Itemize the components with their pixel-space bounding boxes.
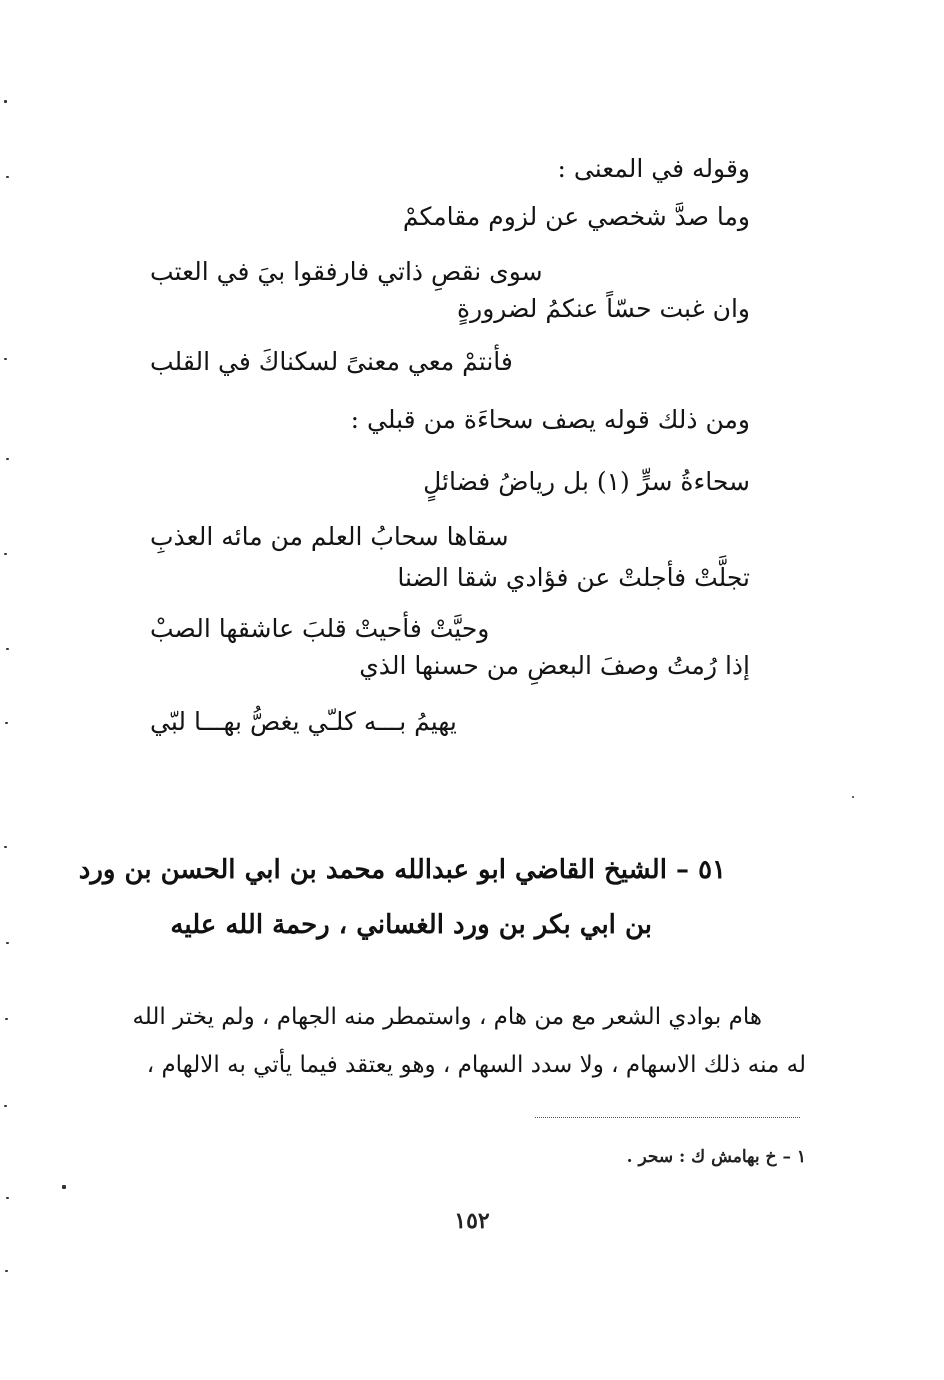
scan-speck xyxy=(4,553,7,555)
section-heading-line-1: ٥١ – الشيخ القاضي ابو عبدالله محمد بن ابي الحسن بن ورد xyxy=(78,855,726,885)
poem-verse-4a: تجلَّتْ فأجلتْ عن فؤادي شقا الضنا xyxy=(397,563,750,592)
poem-verse-1b: سوى نقصِ ذاتي فارفقوا بيَ في العتب xyxy=(150,257,543,286)
poem-intro-1: وقوله في المعنى : xyxy=(557,154,750,183)
poem-verse-5a: إذا رُمتُ وصفَ البعضِ من حسنها الذي xyxy=(359,651,750,680)
footnote-separator xyxy=(535,1117,800,1118)
poem-verse-1a: وما صدَّ شخصي عن لزوم مقامكمْ xyxy=(402,202,750,231)
scan-speck xyxy=(4,846,7,848)
scan-speck xyxy=(6,458,9,460)
scan-speck xyxy=(5,1270,8,1272)
scan-speck xyxy=(4,100,7,103)
scan-speck xyxy=(4,358,7,360)
page-number: ١٥٢ xyxy=(454,1208,490,1234)
poem-verse-5b: يهيمُ بـــه كلـّي يغصُّ بهـــا لبّي xyxy=(150,707,457,736)
scan-speck xyxy=(5,722,8,724)
scan-speck xyxy=(4,1105,7,1107)
scan-speck xyxy=(852,796,854,798)
scan-speck xyxy=(62,1185,66,1189)
scan-speck xyxy=(6,1197,9,1199)
poem-verse-4b: وحيَّتْ فأحيتْ قلبَ عاشقها الصبْ xyxy=(150,614,490,643)
poem-verse-2b: فأنتمْ معي معنىً لسكناكَ في القلب xyxy=(150,347,513,376)
scan-speck xyxy=(6,176,9,178)
prose-line-1: هام بوادي الشعر مع من هام ، واستمطر منه الجهام ، ولم يختر الله xyxy=(132,1004,762,1030)
scan-speck xyxy=(5,1018,8,1020)
poem-verse-3b: سقاها سحابُ العلم من مائه العذبِ xyxy=(150,522,509,551)
prose-line-2: له منه ذلك الاسهام ، ولا سدد السهام ، وهو يعتقد فيما يأتي به الالهام ، xyxy=(146,1052,806,1078)
poem-verse-3a: سحاءةُ سرٍّ (١) بل رياضُ فضائلٍ xyxy=(423,467,750,496)
poem-verse-2a: وان غبت حسّاً عنكمُ لضرورةٍ xyxy=(457,294,750,323)
scan-speck xyxy=(6,942,9,944)
section-heading-line-2: بن ابي بكر بن ورد الغساني ، رحمة الله عليه xyxy=(170,910,652,940)
footnote: ١ – خ بهامش ك : سحر . xyxy=(626,1147,806,1167)
poem-intro-2: ومن ذلك قوله يصف سحاءَة من قبلي : xyxy=(350,405,750,434)
scan-speck xyxy=(6,648,9,650)
